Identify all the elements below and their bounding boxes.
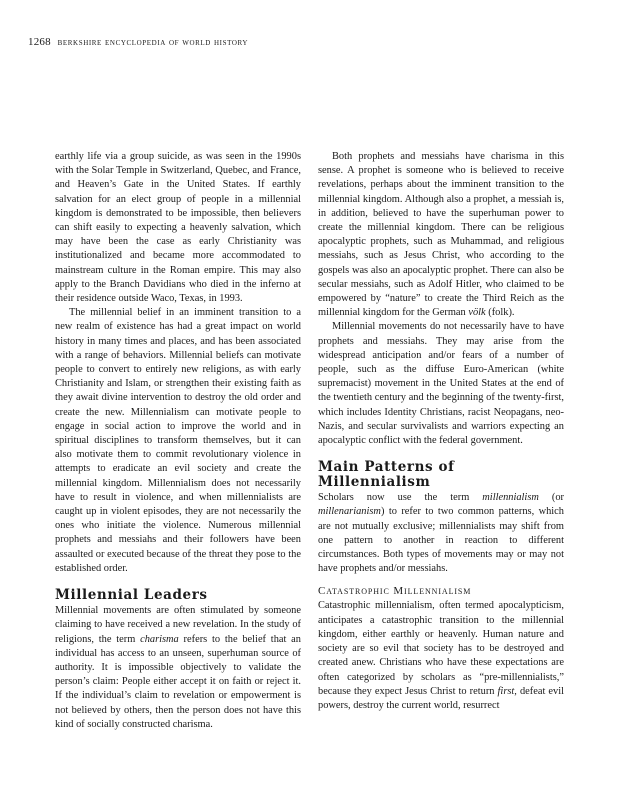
left-column: [55, 150, 301, 732]
running-header: [28, 36, 248, 48]
emphasis: völk: [468, 307, 486, 319]
publication-title: berkshire encyclopedia of world history: [57, 37, 249, 48]
paragraph: Scholars now use the term millennialism (or millenarianism) to refer to two common patterns, which are not mutually exclusive; millennialists may shift from one pattern to another in reaction to different circumstances. Both types of movements may or may not have prophets and/or messiahs.: [318, 492, 564, 575]
paragraph: earthly life via a group suicide, as was seen in the 1990s with the Solar Temple in Switzerland, Quebec, and France, and Heaven’s Gate in the United States. If earthly salvation for an elect group of people in a millennial kingdom is demonstrated to be impossible, then believers can shift easily to expecting a heavenly salvation, which may have been the case as early Christianity was institutionalized and became more accommodated to mainstream culture in the Roman empire. This may also apply to the Branch Davidians who died in the inferno at their residence outside Waco, Texas, in 1993.: [55, 151, 301, 305]
right-column: [318, 150, 564, 713]
emphasis: millennialism: [482, 492, 539, 504]
paragraph: Millennial movements are often stimulated by someone claiming to have received a new revelation. In the study of religions, the term charisma refers to the belief that an individual has access to an unseen, superhuman source of authority. It is impossible objectively to validate the person’s claim: People either accept it on faith or reject it. If the individual’s claim to revelation or empowerment is not believed by others, then the person does not have this kind of socially constructed charisma.: [55, 605, 301, 730]
emphasis: millenarianism: [318, 506, 381, 518]
paragraph: Millennial movements do not necessarily have to have prophets and messiahs. They may arise from the widespread anticipation and/or fears of a number of people, such as the diffuse Euro-American (white supremacist) movement in the United States at the end of the twentieth century and the beginning of the twenty-first, which includes Identity Christians, racist Neopagans, neo-Nazis, and secular survivalists and warriors expecting an apocalyptic conflict with the federal government.: [318, 321, 564, 447]
paragraph: The millennial belief in an imminent transition to a new realm of existence has had a great impact on world history in many times and places, and has been associated with a range of behaviors. Millennial beliefs can motivate people to convert to entirely new religions, as with early Christianity and Islam, or strengthen their existing faith as they await divine intervention to destroy the old order and create the new. Millennialism can motivate people to engage in social action to improve the world and in spiritual disciplines to transform themselves, but it can also motivate them to commit revolutionary violence in attempts to eradicate an evil society and create the millennial kingdom. Millennialism does not necessarily have to result in violence, and when millennialists are caught up in violent episodes, they are not necessarily the ones who initiate the violence. Numerous millennial prophets and messiahs and their followers have been assaulted or executed because of the threat they pose to the established order.: [55, 307, 301, 574]
subsection-heading-catastrophic: Catastrophic Millennialism: [318, 585, 472, 598]
page-number: 1268: [28, 36, 51, 48]
section-heading-millennial-leaders: Millennial Leaders: [55, 587, 208, 604]
paragraph: Catastrophic millennialism, often termed apocalypticism, anticipates a catastrophic transition to the millennial kingdom, either earthly or heavenly. Human nature and society are so evil that society has to be destroyed and created anew. Christians who have these expectations are often categorized by scholars as “pre-millennialists,” because they expect Jesus Christ to return first, defeat evil powers, destroy the current world, resurrect: [318, 600, 564, 711]
emphasis: charisma: [140, 633, 179, 645]
paragraph: Both prophets and messiahs have charisma in this sense. A prophet is someone who is believed to receive revelations, perhaps about the imminent transition to the millennial kingdom. Although also a prophet, a messiah is, in addition, believed to have the superhuman power to create the millennial kingdom. There can be religious apocalyptic prophets, such as Muhammad, and religious messiahs, such as Jesus Christ, who according to the gospels was also an apocalyptic prophet. There can also be secular messiahs, such as Adolf Hitler, who claimed to be empowered by “nature” to create the Third Reich as the millennial kingdom for the German völk (folk).: [318, 151, 564, 319]
section-heading-main-patterns: Main Patterns of Millennialism: [318, 459, 455, 491]
emphasis: first: [497, 685, 515, 697]
